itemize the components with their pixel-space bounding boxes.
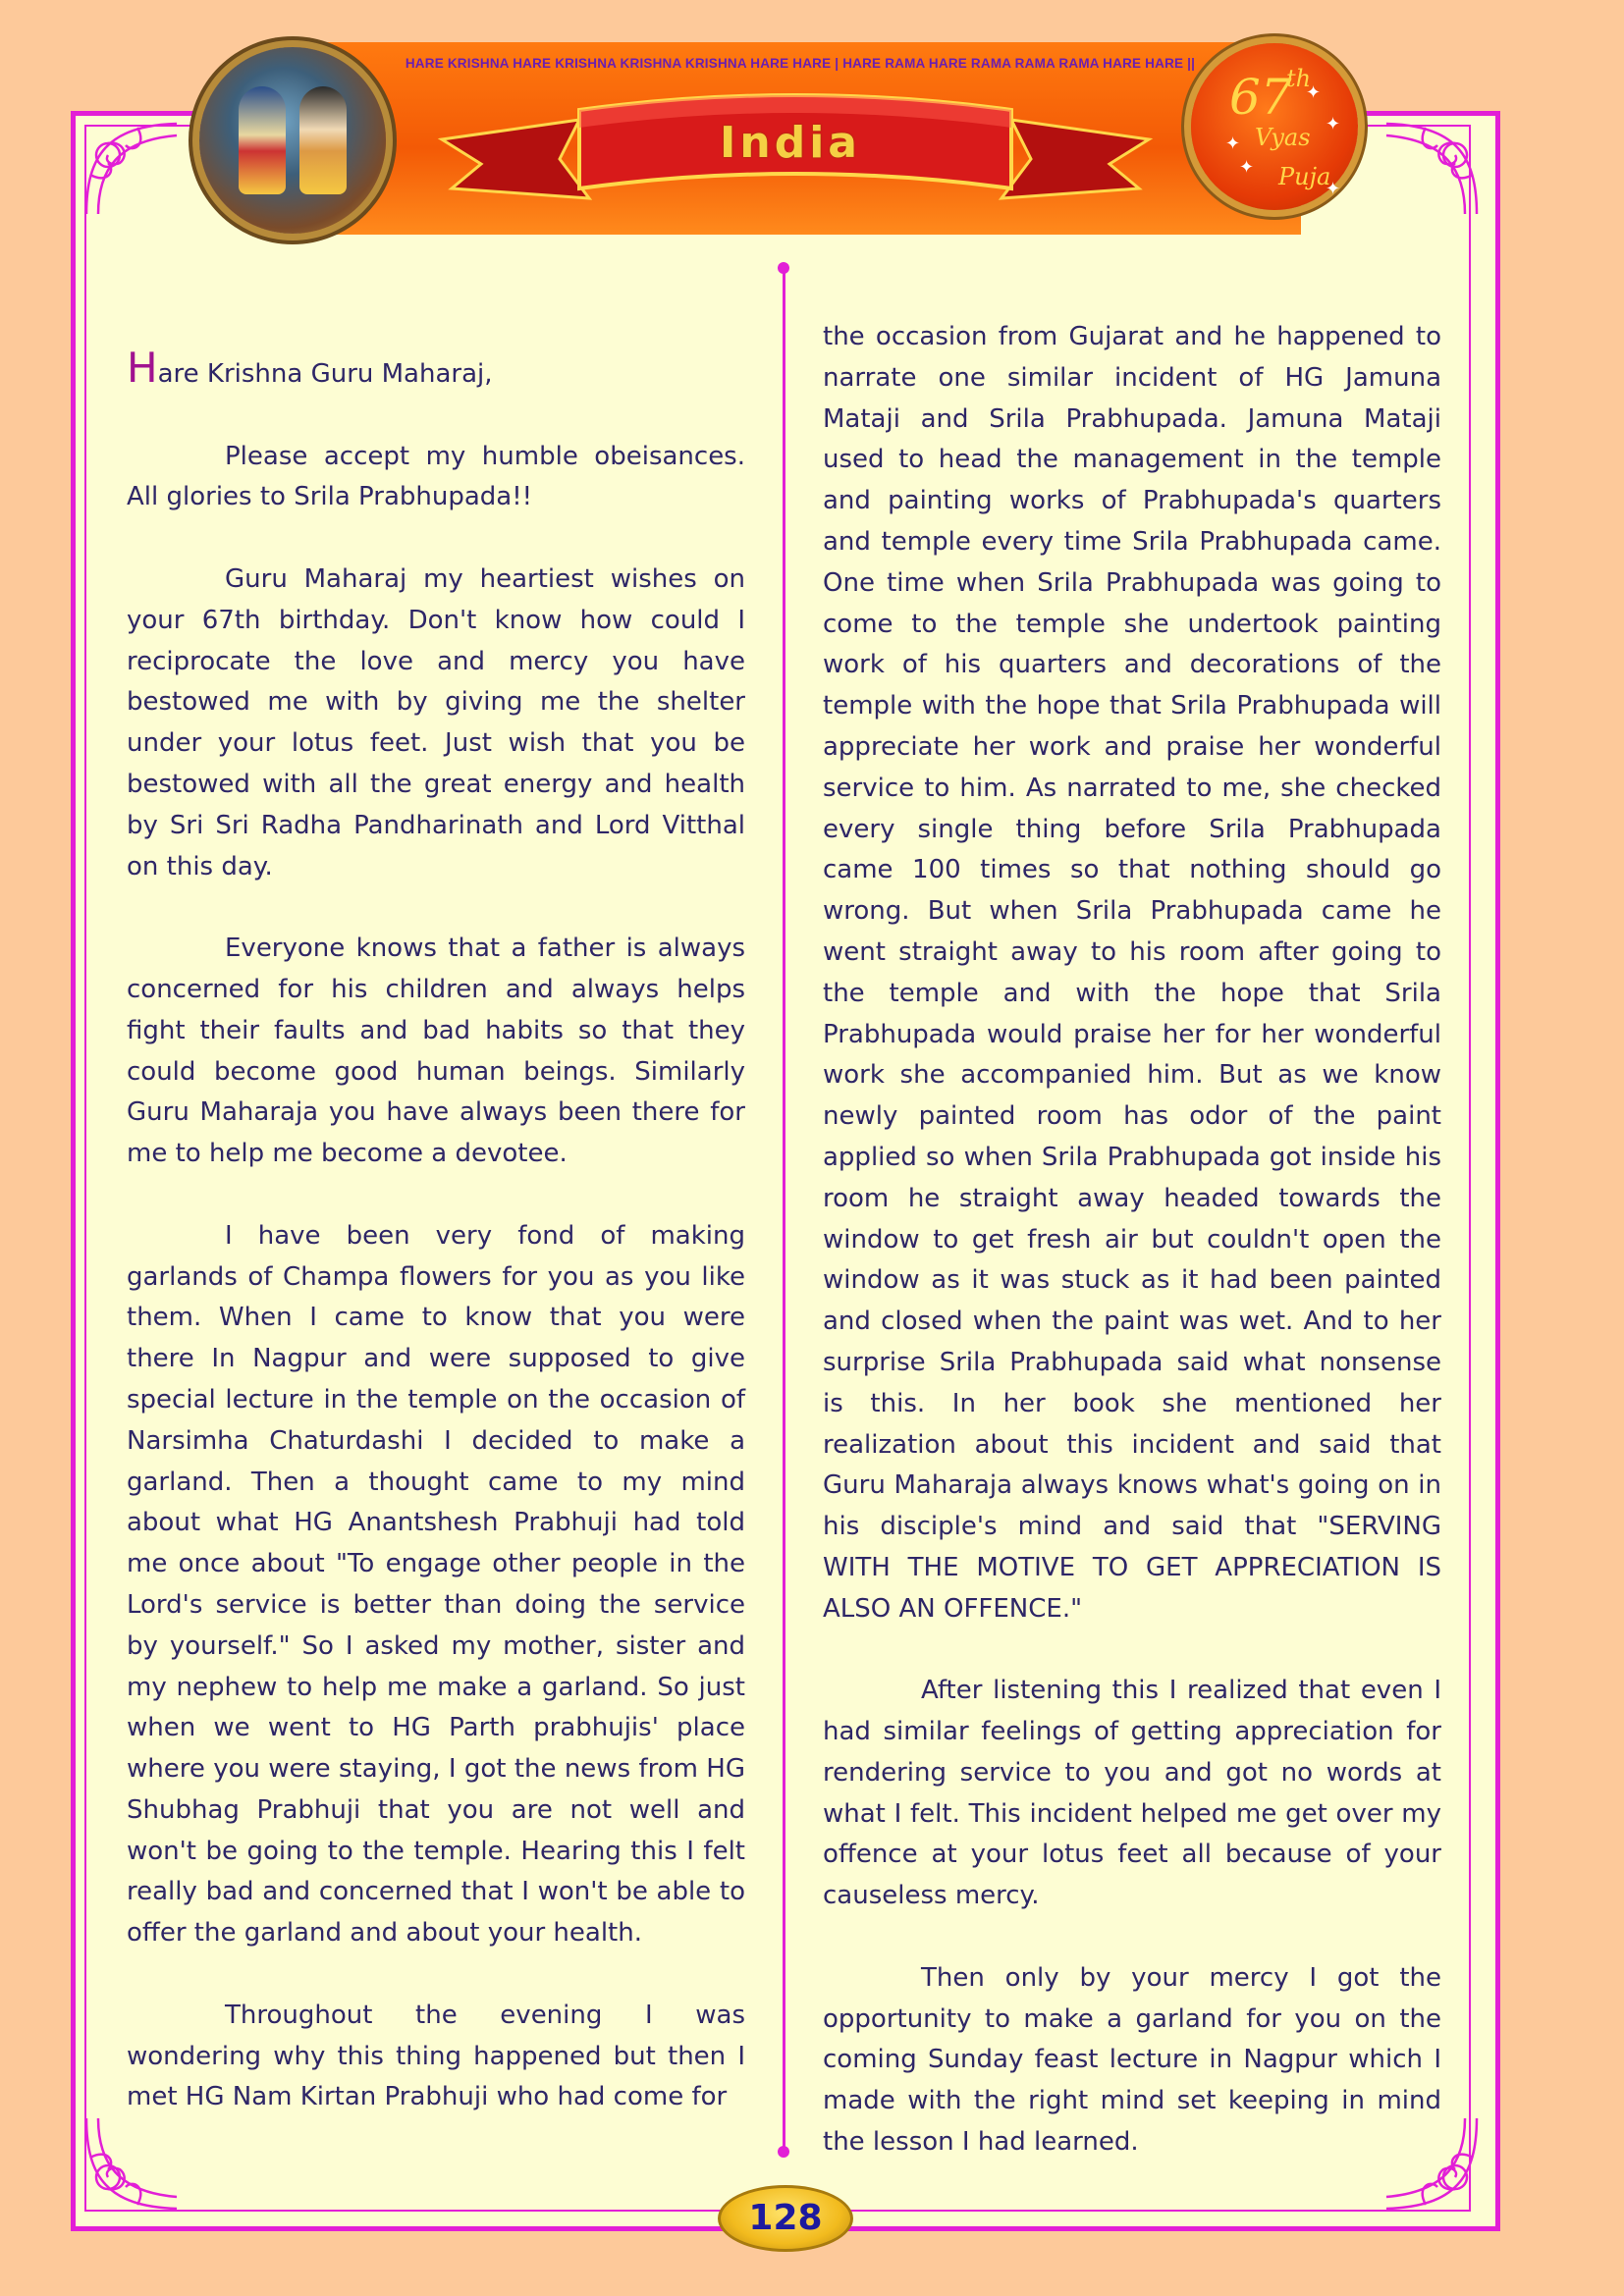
page-number: 128	[718, 2185, 853, 2252]
paragraph: Everyone knows that a father is always concerned for his children and always helps fight their faults and bad habits so that they could become good human beings. Similarly Guru Maharaja you have always been there for me to help me become a devotee.	[127, 934, 745, 1169]
badge-vyas: Vyas	[1255, 124, 1311, 151]
star-icon: ✦	[1239, 157, 1255, 178]
paragraph: Guru Maharaj my heartiest wishes on your 67th birthday. Don't know how could I reciprocate the love and mercy you have bestowed me with by giving me the shelter under your lotus feet. Just wish that you be bestowed with all the great energy and health by Sri Sri Radha Pandharinath and Lord Vitthal on this day.	[127, 563, 745, 881]
badge-puja: Puja	[1278, 163, 1331, 190]
paragraph: Then only by your mercy I got the opportunity to make a garland for you on the coming Sunday feast lecture in Nagpur which I made with the right mind set keeping in mind the lesson I had learned.	[823, 1962, 1441, 2158]
star-icon: ✦	[1326, 114, 1341, 134]
page-title: India	[720, 118, 861, 168]
letter-left-column	[127, 344, 745, 2160]
badge-number: 67	[1229, 69, 1292, 126]
mantra-line: HARE KRISHNA HARE KRISHNA KRISHNA KRISHNA HARE HARE | HARE RAMA HARE RAMA RAMA RAMA HARE HARE ||	[405, 56, 1196, 71]
badge-suffix: th	[1286, 65, 1312, 92]
salutation	[127, 344, 745, 396]
letter-right-column	[823, 317, 1441, 2205]
divider-dot	[778, 262, 789, 274]
paragraph: After listening this I realized that even I had similar feelings of getting appreciation for rendering service to you and got no words at what I felt. This incident helped me get over my offence at your lotus feet all because of your causeless mercy.	[823, 1676, 1441, 1911]
star-icon: ✦	[1225, 133, 1241, 154]
flourish-ornament-icon	[1377, 116, 1485, 224]
salutation-text: are Krishna Guru Maharaj,	[157, 359, 493, 389]
paragraph: Throughout the evening I was wondering why this thing happened but then I met HG Nam Kirtan Prabhuji who had come for	[127, 2000, 745, 2112]
flourish-ornament-icon	[79, 116, 187, 224]
star-icon: ✦	[1306, 82, 1322, 103]
deity-figure	[299, 86, 347, 194]
paragraph: Please accept my humble obeisances. All glories to Srila Prabhupada!!	[127, 441, 745, 512]
drop-cap: H	[127, 344, 158, 392]
deity-medallion	[199, 47, 386, 234]
column-divider	[783, 268, 785, 2151]
paragraph: the occasion from Gujarat and he happened to narrate one similar incident of HG Jamuna Mataji and Srila Prabhupada. Jamuna Mataji used to head the management in the temple and painting works of Prabhupada's quarters and temple every time Srila Prabhupada came. One time when Srila Prabhupada was going to come to the temple she undertook painting work of his quarters and decorations of the temple with the hope that Srila Prabhupada will appreciate her work and praise her wonderful service to him. As narrated to me, she checked every single thing before Srila Prabhupada came 100 times so that nothing should go wrong. But when Srila Prabhupada came he went straight away to his room after going to the temple and with the hope that Srila Prabhupada would praise her for her wonderful work she accompanied him. But as we know newly painted room has odor of the paint applied so when Srila Prabhupada got inside his room he straight away headed towards the window to get fresh air but couldn't open the window as it was stuck as it had been painted and closed when the paint was wet. And to her surprise Srila Prabhupada said what nonsense is this. In her book she mentioned her realization about this incident and said that Guru Maharaja always knows what's going on in his disciple's mind and said that "SERVING WITH THE MOTIVE TO GET APPRECIATION IS ALSO AN OFFENCE."	[823, 322, 1441, 1624]
deity-figure	[239, 86, 286, 194]
divider-dot	[778, 2146, 789, 2158]
paragraph: I have been very fond of making garlands of Champa flowers for you as you like them. When I came to know that you were there In Nagpur and were supposed to give special lecture in the temple on the occasion of Narsimha Chaturdashi I decided to make a garland. Then a thought came to my mind about what HG Anantshesh Prabhuji had told me once about "To engage other people in the Lord's service is better than doing the service by yourself." So I asked my mother, sister and my nephew to help me make a garland. So just when we went to HG Parth prabhujis' place where you were staying, I got the news from HG Shubhag Prabhuji that you are not well and won't be going to the temple. Hearing this I felt really bad and concerned that I won't be able to offer the garland and about your health.	[127, 1220, 745, 1949]
star-icon: ✦	[1326, 179, 1341, 199]
